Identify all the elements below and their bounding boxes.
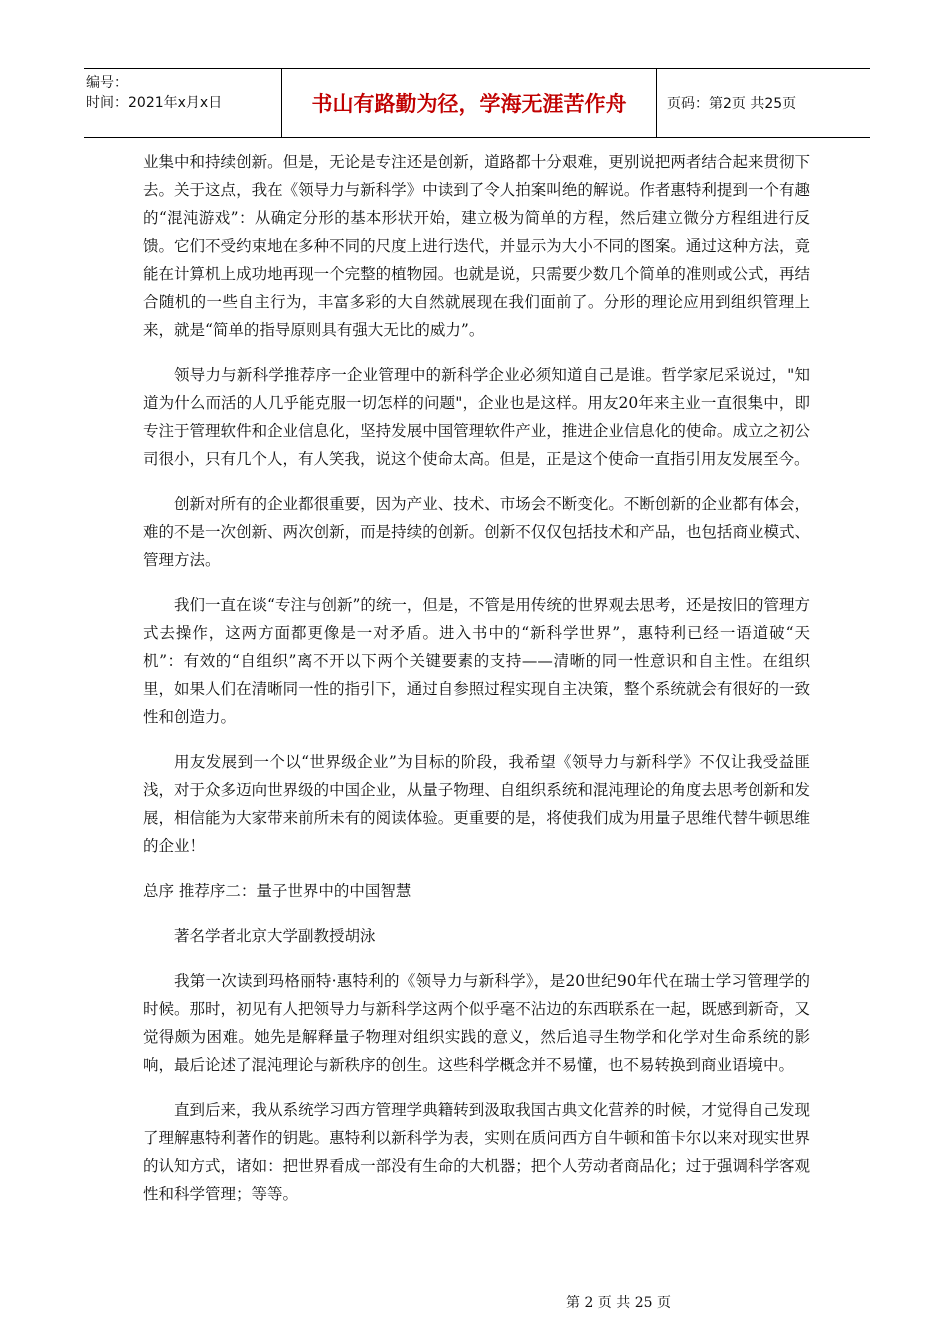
header-meta [84,69,282,137]
header-motto: 书山有路勤为径，学海无涯苦作舟 [282,69,657,137]
paragraph-world-class: 用友发展到一个以“世界级企业”为目标的阶段，我希望《领导力与新科学》不仅让我受益匪浅，对于众多迈向世界级的中国企业，从量子物理、自组织系统和混沌理论的角度去思考创新和发展，相信能为大家带来前所未有的阅读体验。更重要的是，将使我们成为用量子思维代替牛顿思维的企业！ [143,753,810,855]
paragraph-foreword-one: 领导力与新科学推荐序一企业管理中的新科学企业必须知道自己是谁。哲学家尼采说过，"知道为什么而活的人几乎能克服一切怎样的问题"，企业也是这样。用友20年来主业一直很集中，即专注于管理软件和企业信息化，坚持发展中国管理软件产业，推进企业信息化的使命。成立之初公司很小，只有几个人，有人笑我，说这个使命太高。但是，正是这个使命一直指引用友发展至今。 [143,366,810,468]
paragraph-continuation: 业集中和持续创新。但是，无论是专注还是创新，道路都十分艰难，更别说把两者结合起来贯彻下去。关于这点，我在《领导力与新科学》中读到了令人拍案叫绝的解说。作者惠特利提到一个有趣的“混沌游戏”：从确定分形的基本形状开始，建立极为简单的方程，然后建立微分方程组进行反馈。它们不受约束地在多种不同的尺度上进行迭代，并显示为大小不同的图案。通过这种方法，竟能在计算机上成功地再现一个完整的植物园。也就是说，只需要少数几个简单的准则或公式，再结合随机的一些自主行为，丰富多彩的大自然就展现在我们面前了。分形的理论应用到组织管理上来，就是“简单的指导原则具有强大无比的威力”。 [143,153,810,339]
document-body [143,148,810,1208]
page-header [84,68,870,138]
section-heading-foreword-two: 总序 推荐序二：量子世界中的中国智慧 [143,882,412,900]
author-line: 著名学者北京大学副教授胡泳 [174,927,376,945]
document-date: 时间：2021年x月x日 [86,95,223,111]
paragraph-innovation: 创新对所有的企业都很重要，因为产业、技术、市场会不断变化。不断创新的企业都有体会，难的不是一次创新、两次创新，而是持续的创新。创新不仅仅包括技术和产品，也包括商业模式、管理方法。 [143,495,810,569]
header-page-info: 页码：第2页 共25页 [667,96,797,112]
page-footer: 第 2 页 共 25 页 [566,1295,671,1311]
paragraph-classical-culture: 直到后来，我从系统学习西方管理学典籍转到汲取我国古典文化营养的时候，才觉得自己发现了理解惠特利著作的钥匙。惠特利以新科学为表，实则在质问西方自牛顿和笛卡尔以来对现实世界的认知方式，诸如：把世界看成一部没有生命的大机器；把个人劳动者商品化；过于强调科学客观性和科学管理；等等。 [143,1101,810,1203]
paragraph-first-reading: 我第一次读到玛格丽特·惠特利的《领导力与新科学》，是20世纪90年代在瑞士学习管理学的时候。那时，初见有人把领导力与新科学这两个似乎毫不沾边的东西联系在一起，既感到新奇，又觉得颇为困难。她先是解释量子物理对组织实践的意义，然后追寻生物学和化学对生命系统的影响，最后论述了混沌理论与新秩序的创生。这些科学概念并不易懂，也不易转换到商业语境中。 [143,972,810,1074]
paragraph-focus-innovation: 我们一直在谈“专注与创新”的统一，但是，不管是用传统的世界观去思考，还是按旧的管理方式去操作，这两方面都更像是一对矛盾。进入书中的“新科学世界”，惠特利已经一语道破“天机”：有效的“自组织”离不开以下两个关键要素的支持——清晰的同一性意识和自主性。在组织里，如果人们在清晰同一性的指引下，通过自参照过程实现自主决策，整个系统就会有很好的一致性和创造力。 [143,596,810,726]
document-number-label: 编号： [86,75,128,91]
